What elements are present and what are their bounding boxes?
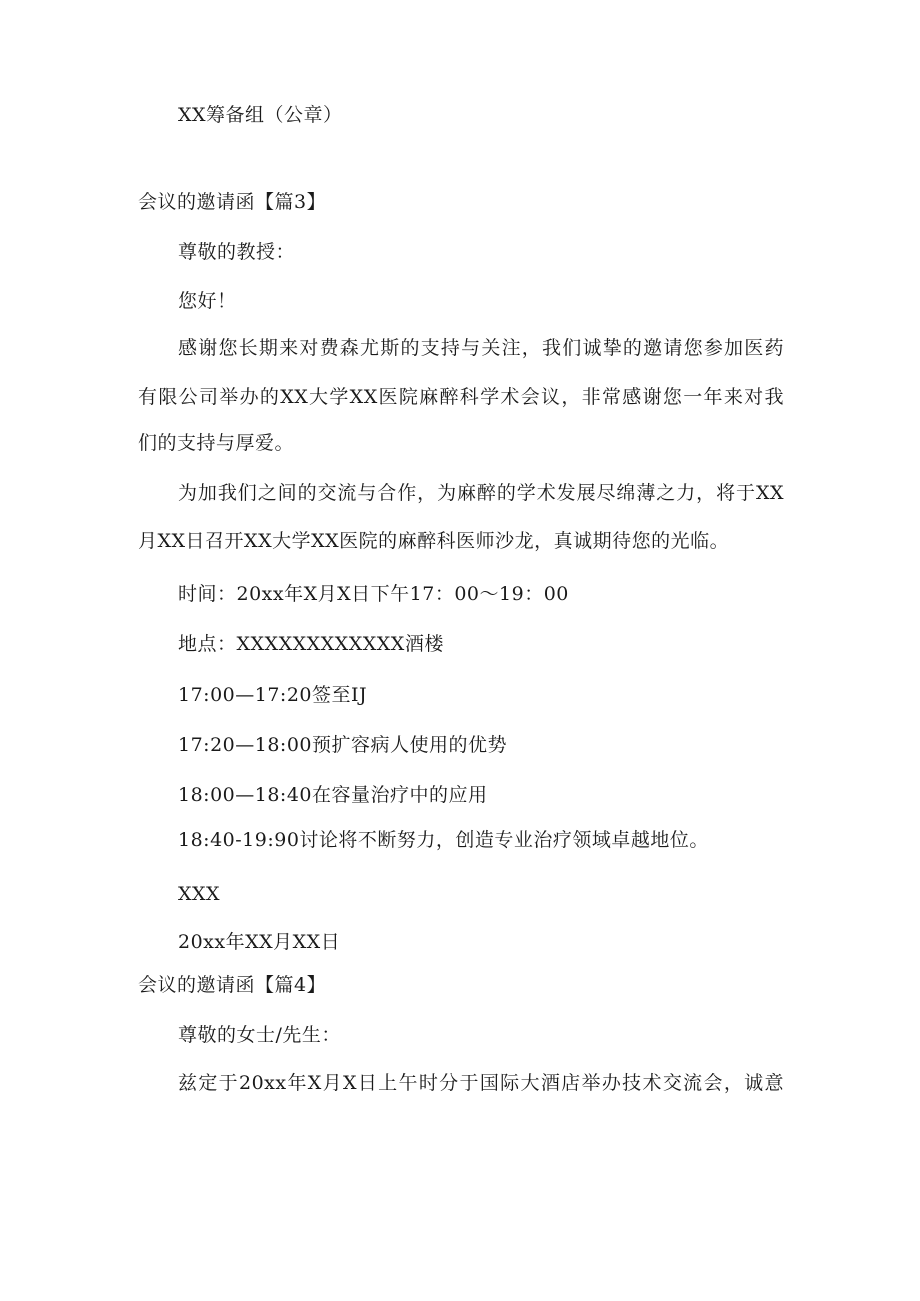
schedule-item: 18:40-19:90讨论将不断努力，创造专业治疗领域卓越地位。	[178, 829, 709, 851]
section3-para1-line2: 有限公司举办的XX大学XX医院麻醉科学术会议，非常感谢您一年来对我	[138, 386, 784, 408]
schedule-item: 17:00—17:20签至IJ	[178, 684, 368, 706]
section3-date: 20xx年XX月XX日	[178, 931, 341, 953]
section3-signer: XXX	[178, 883, 221, 905]
schedule-item: 17:20—18:00预扩容病人使用的优势	[178, 734, 508, 756]
section4-heading: 会议的邀请函【篇4】	[138, 974, 327, 996]
section4-para1-line1: 兹定于20xx年X月X日上午时分于国际大酒店举办技术交流会，诚意	[178, 1072, 784, 1094]
section3-para2-line2: 月XX日召开XX大学XX医院的麻醉科医师沙龙，真诚期待您的光临。	[138, 530, 730, 552]
section3-heading: 会议的邀请函【篇3】	[138, 191, 327, 213]
section3-para1-line1: 感谢您长期来对费森尤斯的支持与关注，我们诚挚的邀请您参加医药	[178, 337, 784, 359]
section3-para1-line3: 们的支持与厚爱。	[138, 432, 295, 454]
section4-salutation: 尊敬的女士/先生：	[178, 1024, 341, 1046]
section3-time: 时间：20xx年X月X日下午17：00～19：00	[178, 583, 569, 605]
section3-place: 地点：XXXXXXXXXXXX酒楼	[178, 633, 444, 655]
section3-greeting: 您好！	[178, 290, 237, 312]
section3-salutation: 尊敬的教授：	[178, 241, 296, 263]
schedule-item: 18:00—18:40在容量治疗中的应用	[178, 784, 488, 806]
signature-stamp-line: XX筹备组（公章）	[178, 104, 343, 126]
section3-para2-line1: 为加我们之间的交流与合作，为麻醉的学术发展尽绵薄之力，将于XX	[178, 482, 784, 504]
